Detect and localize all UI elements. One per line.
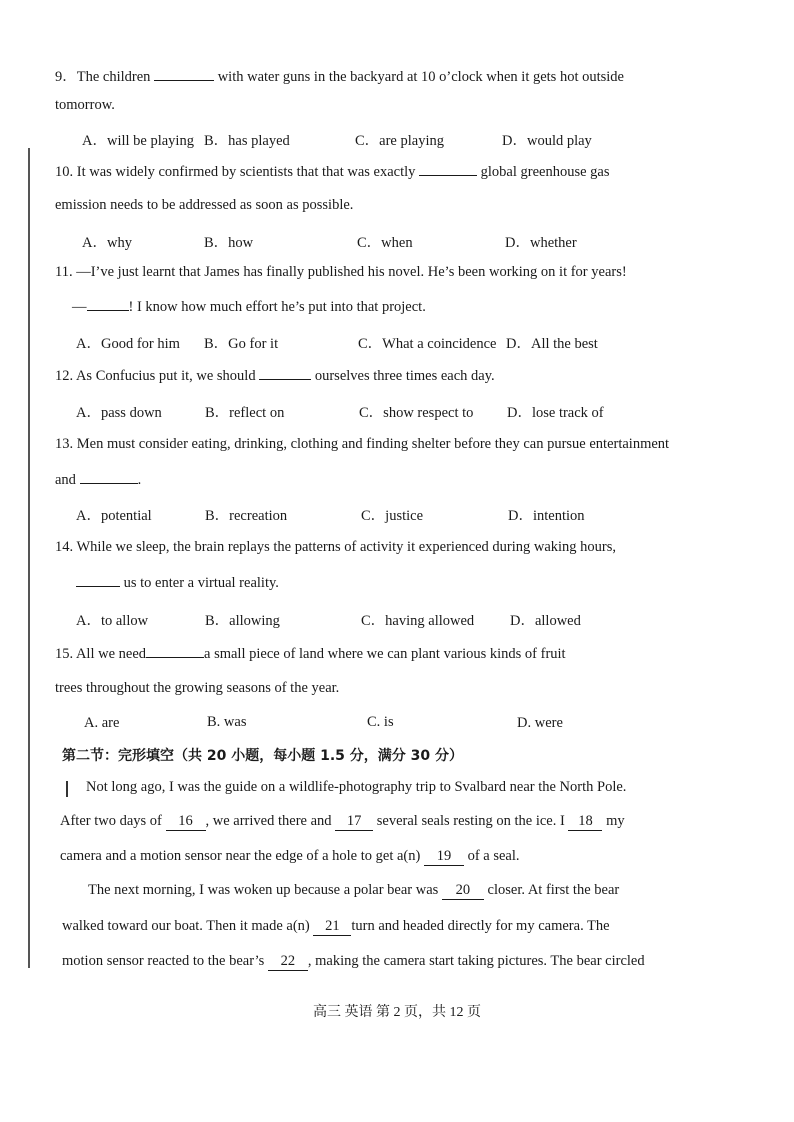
passage-line: Not long ago, I was the guide on a wildlife-photography trip to Svalbard near the North Pole. (86, 779, 627, 795)
option-b: B. was (207, 714, 247, 730)
blank-16: 16 (166, 813, 206, 831)
question-13-line1: 13. Men must consider eating, drinking, clothing and finding shelter before they can pursue entertainment (55, 436, 670, 452)
question-15-line2: trees throughout the growing seasons of the year. (55, 680, 340, 696)
blank-18: 18 (568, 813, 602, 831)
question-11-line2: — ! I know how much effort he’s put into that project. (72, 299, 426, 315)
passage-line: camera and a motion sensor near the edge of a hole to get a(n) 19 of a seal. (60, 848, 520, 864)
blank-22: 22 (268, 953, 308, 971)
option-d: D．intention (508, 508, 585, 524)
margin-line (28, 148, 30, 968)
blank-20: 20 (442, 882, 484, 900)
option-a: A．potential (76, 508, 152, 524)
option-c: C. is (367, 714, 394, 730)
option-a: A. are (84, 715, 120, 731)
question-9-line1: 9．The children with water guns in the backyard at 10 o’clock when it gets hot outside (55, 69, 624, 85)
option-c: C．What a coincidence (358, 336, 497, 352)
option-d: D．allowed (510, 613, 581, 629)
blank-17: 17 (335, 813, 373, 831)
option-a: A．why (82, 235, 132, 251)
question-15-line1: 15. All we need a small piece of land where we can plant various kinds of fruit (55, 646, 566, 662)
option-c: C．are playing (355, 133, 444, 149)
passage-line: walked toward our boat. Then it made a(n) 21 turn and headed directly for my camera. The (62, 918, 610, 934)
question-10-line1: 10. It was widely confirmed by scientists that that was exactly global greenhouse gas (55, 164, 610, 180)
option-b: B．how (204, 235, 254, 251)
answer-blank (154, 68, 214, 81)
option-c: C．show respect to (359, 405, 474, 421)
option-d: D．All the best (506, 336, 598, 352)
option-b: B．allowing (205, 613, 280, 629)
option-d: D．whether (505, 235, 577, 251)
blank-19: 19 (424, 848, 464, 866)
option-c: C．having allowed (361, 613, 475, 629)
answer-blank (259, 367, 311, 380)
page-footer: 高三 英语 第 2 页，共 12 页 (313, 1005, 481, 1020)
option-c: C．justice (361, 508, 424, 524)
option-a: A．pass down (76, 405, 162, 421)
question-11-line1: 11. —I’ve just learnt that James has finally published his novel. He’s been working on it for years! (55, 264, 627, 280)
answer-blank (87, 298, 129, 311)
option-b: B．Go for it (204, 336, 279, 352)
answer-blank (146, 645, 204, 658)
answer-blank (419, 163, 477, 176)
question-10-line2: emission needs to be addressed as soon as possible. (55, 197, 354, 213)
passage-line: After two days of 16 , we arrived there and 17 several seals resting on the ice. I 18 my (60, 813, 625, 829)
option-d: D．would play (502, 133, 592, 149)
question-13-line2: and . (55, 472, 142, 488)
option-b: B．recreation (205, 508, 288, 524)
passage-line: The next morning, I was woken up because a polar bear was 20 closer. At first the bear (88, 882, 620, 898)
option-d: D．lose track of (507, 405, 604, 421)
option-b: B．reflect on (205, 405, 285, 421)
answer-blank (76, 574, 120, 587)
option-b: B．has played (204, 133, 290, 149)
option-d: D. were (517, 715, 563, 731)
question-14-line2: us to enter a virtual reality. (76, 574, 279, 592)
question-12-line1: 12. As Confucius put it, we should ourselves three times each day. (55, 368, 495, 384)
blank-21: 21 (313, 918, 351, 936)
question-14-line1: 14. While we sleep, the brain replays the patterns of activity it experienced during waking hours, (55, 539, 617, 555)
margin-tick (66, 781, 68, 797)
option-a: A．will be playing (82, 133, 194, 149)
option-a: A．Good for him (76, 336, 180, 352)
option-a: A．to allow (76, 613, 149, 629)
answer-blank (80, 471, 138, 484)
passage-line: motion sensor reacted to the bear’s 22 , making the camera start taking pictures. The bear circled (62, 953, 645, 969)
section-heading: 第二节：完形填空（共 20 小题，每小题 1.5 分，满分 30 分） (62, 748, 464, 764)
option-c: C．when (357, 235, 413, 251)
question-9-line2: tomorrow. (55, 97, 115, 113)
